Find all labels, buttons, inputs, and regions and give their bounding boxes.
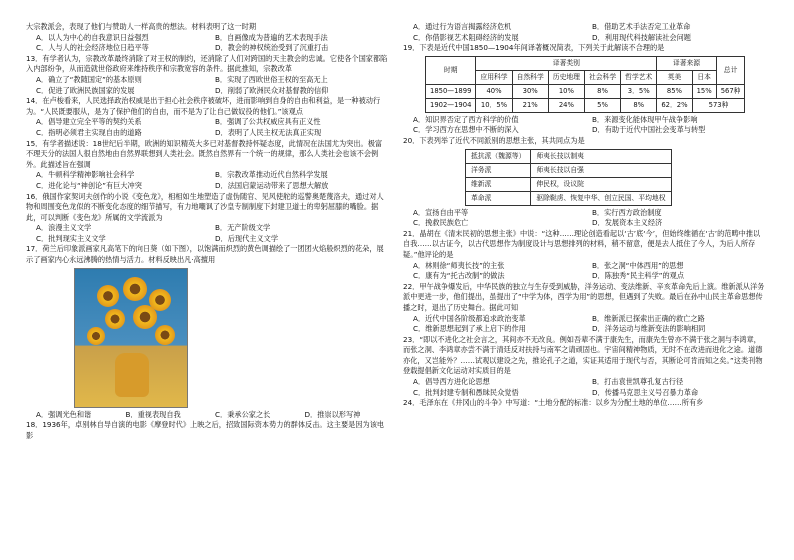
question-15 <box>26 139 388 192</box>
question-stem: 17．荷兰后印象派画家凡高笔下的向日葵（如下图），以饱满而炽烈的黄色调描绘了一团团火焰般炽烈的花朵，展示了画家内心永远沸腾的热情与活力。材料反映出凡·高擅用 <box>26 244 384 265</box>
table-cell: 8% <box>584 84 620 98</box>
table-subheader: 应用科学 <box>476 70 512 84</box>
table-cell: 62．2% <box>657 98 692 112</box>
table-row <box>466 191 672 205</box>
question-17 <box>26 244 388 420</box>
option-b[interactable]: B．打击袁世凯尊孔复古行径 <box>592 377 684 387</box>
vase-shape <box>115 353 149 397</box>
sunflowers-painting-image <box>74 268 188 408</box>
option-c[interactable]: C．秉承公家之长 <box>215 409 271 419</box>
table-cell: 洋务派 <box>466 163 531 177</box>
question-stem: 22．甲午战争爆发后，中华民族的独立与生存受到威胁，洋务运动、变法维新、辛亥革命先后上演。维新派从洋务派中更进一步，他们提出，虽提出了“中学为体，西学为用”的思想，但遇到了失败。最后在孙中山民主革命思想传播之时，退出了历史舞台。据此可知 <box>403 281 765 312</box>
option-b[interactable]: B．实现了西欧世俗王权的至高无上 <box>215 74 328 84</box>
sunflower-shape <box>133 305 157 329</box>
table-cell: 573种 <box>692 98 745 112</box>
option-c[interactable]: C．人与人的社会经济地位日趋平等 <box>36 43 149 53</box>
table-subheader: 历史地理 <box>548 70 584 84</box>
question-20 <box>403 136 765 229</box>
option-d[interactable]: D．表明了人民主权无法真正实现 <box>215 127 322 137</box>
table-cell: 21% <box>512 98 548 112</box>
option-c[interactable]: C．挽救民族危亡 <box>413 218 469 228</box>
table-cell: 维新派 <box>466 177 531 191</box>
sunflower-shape <box>123 277 147 301</box>
option-a[interactable]: A．确立了“教随国定”的基本原则 <box>36 74 142 84</box>
table-cell: 85% <box>657 84 692 98</box>
question-stem: 13．有学者认为，宗教改革最终消除了对王权的制约，还消除了人们对跨国的天主教会的忠诚。它使各个国家都陷入内部纷争，从而造就世俗政府来维持秩序和宗教宽容的条件。据此推知，宗教改革 <box>26 53 388 74</box>
question-12-continued <box>26 22 388 54</box>
option-c[interactable]: C．批判现实主义文学 <box>36 233 106 243</box>
table-subheader: 自然科学 <box>512 70 548 84</box>
option-a[interactable]: A．倡导建立完全平等的契约关系 <box>36 117 142 127</box>
option-c[interactable]: C．进化论与“神创论”有巨大冲突 <box>36 180 142 190</box>
question-stem: 16．俄国作家契诃夫创作的小说《变色龙》，相相如生地塑造了虚伪随官、见风使舵的巡警奥楚蔑洛夫，通过对人物和周围变色龙似的不断变化态度的细节描写，有力地嘲讽了沙皇专制制度下封建卫道士的卑躬屈膝的嘴脸。据此，可以判断《变色龙》所属的文学流派为 <box>26 191 384 222</box>
option-a[interactable]: A．宣扬自由平等 <box>413 207 469 217</box>
option-b[interactable]: B．宗教改革推动近代自然科学发展 <box>215 170 328 180</box>
option-d[interactable]: D．教会的神权统治受到了沉重打击 <box>215 43 329 53</box>
table-cell: 师夷长技以制夷 <box>531 149 671 163</box>
table-cell: 10% <box>548 84 584 98</box>
table-subheader: 社会科学 <box>584 70 620 84</box>
option-b[interactable]: B．重视表现自我 <box>125 409 181 419</box>
sunflower-shape <box>155 325 175 345</box>
option-b[interactable]: B．张之洞“中体西用”的思想 <box>592 260 684 270</box>
question-stem: 14．在卢梭看来，人民选择政治权威是出于担心社会秩序被破坏，进而影响到自身的自由和利益，是一种被动行为。“人民既要服从，是为了保护他们的自由，而不是为了让自己做奴役的他们。”该观点 <box>26 96 381 116</box>
option-a[interactable]: A．浪漫主义文学 <box>36 223 92 233</box>
option-a[interactable]: A．牛顿科学精神影响社会科学 <box>36 170 135 180</box>
table-cell: 24% <box>548 98 584 112</box>
table-cell: 师夷长技以自强 <box>531 163 671 177</box>
option-c[interactable]: C．指明必须君主实现自由的道路 <box>36 127 142 137</box>
table-header: 时期 <box>426 56 476 84</box>
table-cell: 5% <box>584 98 620 112</box>
sunflower-shape <box>87 327 105 345</box>
option-a[interactable]: A．林则徐“师夷长技”的主张 <box>413 260 505 270</box>
option-c[interactable]: C．康有为“托古改制”的做法 <box>413 271 505 281</box>
table-subheader: 哲学艺术 <box>621 70 657 84</box>
table-cell: 15% <box>692 84 716 98</box>
question-23 <box>403 335 765 399</box>
translation-stats-table <box>425 56 745 113</box>
option-a[interactable]: A．以人为中心的自我意识日益强烈 <box>36 32 149 42</box>
question-stem: 20．下表列举了近代不同派别的思想主张，其共同点为是 <box>403 135 585 145</box>
table-subheader: 英美 <box>657 70 692 84</box>
question-13 <box>26 54 388 96</box>
option-c[interactable]: C．批判封建专制和愚昧民众觉悟 <box>413 387 519 397</box>
table-cell: 抵抗派（魏源等） <box>466 149 531 163</box>
option-a[interactable]: A．近代中国各阶级都追求政治变革 <box>413 313 526 323</box>
question-22 <box>403 282 765 335</box>
option-d[interactable]: D．发展资本主义经济 <box>592 218 663 228</box>
table-cell: 40% <box>476 84 512 98</box>
option-a[interactable]: A．通过行为语言揭露经济危机 <box>413 22 512 31</box>
option-b[interactable]: B．借助艺术手法否定工业革命 <box>592 22 691 31</box>
table-header: 译著来源 <box>657 56 716 70</box>
table-header: 译著类别 <box>476 56 657 70</box>
option-b[interactable]: B．无产阶级文学 <box>215 223 271 233</box>
option-d[interactable]: D．削弱了欧洲民众对基督教的信仰 <box>215 85 329 95</box>
question-stem: 大宗教派会，表现了他们与赞助人一样高贵的想法。材料表明了这一时期 <box>26 22 257 31</box>
right-column <box>403 22 765 409</box>
question-stem: 15．有学者描述说：18世纪后半期，欧洲的知识精英大多已对基督教持怀疑态度，此情况在法国尤为突出。极富不理天分的法国人很自然地由自然界联想到人类社会。既然自然界有一个统一的规律，那么人类社会也该不会例外。此描述旨在强调 <box>26 138 383 169</box>
question-19 <box>403 43 765 136</box>
table-row <box>426 98 745 112</box>
question-stem: 21．晶胡在《清末民初的思想主张》中说：“这种……理论创造看起以‘古’底‘今’，但始终维循在‘古’的范畴中推以自我……以古证今，以古代思想作为制度设计与思想排列的材料，稍不留意，便是去人抵住了今人，为后人所存疑。”他评论的是 <box>403 228 761 259</box>
table-row <box>466 149 672 163</box>
option-b[interactable]: B．强调了公共权威应具有正义性 <box>215 117 321 127</box>
question-16 <box>26 192 388 245</box>
table-cell: 567种 <box>716 84 745 98</box>
question-21 <box>403 229 765 282</box>
table-cell: 3．5% <box>621 84 657 98</box>
option-c[interactable]: C．促进了欧洲民族国家的发展 <box>36 85 135 95</box>
question-stem: 23．“即以不进化之社会言之，其间亦不无改良。例如吾辈不满于康先生，而康先生曾亦不满于张之洞与李鸿章，而张之洞、李鸿章亦尝不满于清廷反对扶持与南军之请顽固也。宇宙间精神物质，无时不在改进而进化之途。道德亦化，又岂能外？……试观以建设之先，推论孔子之道，实证其适用于现代与否，其断论可肯而知之矣。”这类刊物登载提倡新文化运动对实质目的是 <box>403 334 763 376</box>
table-cell: 1850—1899 <box>426 84 476 98</box>
table-cell: 8% <box>621 98 657 112</box>
table-cell: 伸民权，设议院 <box>531 177 671 191</box>
option-a[interactable]: A．强调光色和谐 <box>36 409 92 419</box>
option-d[interactable]: D．后现代主义文学 <box>215 233 279 243</box>
option-a[interactable]: A．倡导西方进化论思想 <box>413 377 490 387</box>
question-24 <box>403 398 765 409</box>
option-c[interactable]: C．你借影视艺术阻碍经济的发展 <box>413 32 519 42</box>
sunflower-shape <box>105 309 125 329</box>
option-d[interactable]: D．陈独秀“民主科学”的观点 <box>592 271 685 281</box>
option-c[interactable]: C．学习西方在思想中不断的深入 <box>413 125 519 135</box>
option-d[interactable]: D．推崇以形写神 <box>304 409 361 419</box>
table-cell: 革命派 <box>466 191 531 205</box>
question-14 <box>26 96 388 138</box>
table-cell: 30% <box>512 84 548 98</box>
option-d[interactable]: D．传播马克思主义号召暴力革命 <box>592 387 699 397</box>
option-b[interactable]: B．自画像成为普遍的艺术表现手法 <box>215 32 328 42</box>
option-d[interactable]: D．法国启蒙运动带来了思想大解放 <box>215 180 329 190</box>
left-column <box>26 22 388 441</box>
question-stem: 19．下表是近代中国1850—1904年间译著概况简表，下列关于此解读不合理的是 <box>403 43 665 53</box>
table-subheader: 日本 <box>692 70 716 84</box>
question-stem: 18．1936年，卓别林自导自演的电影《摩登时代》上映之后，招致国际资本势力的群体反击。这主要是因为该电影 <box>26 420 385 440</box>
table-header: 总计 <box>716 56 745 84</box>
option-b[interactable]: B．维新派已探索出正确的救亡之路 <box>592 313 705 323</box>
sunflower-shape <box>97 285 119 307</box>
table-cell: 10．5% <box>476 98 512 112</box>
table-row <box>466 163 672 177</box>
table-cell: 驱除鞑虏、恢复中华、创立民国、平均地权 <box>531 191 671 205</box>
option-d[interactable]: D．洋务运动与维新变法的影响相同 <box>592 324 706 334</box>
question-18 <box>26 420 388 441</box>
option-b[interactable]: B．来源变化能体现甲午战争影响 <box>592 114 698 124</box>
option-a[interactable]: A．知识界否定了西方科学的价值 <box>413 114 519 124</box>
schools-of-thought-table <box>465 149 672 206</box>
table-row <box>466 177 672 191</box>
option-c[interactable]: C．维新思想起到了承上启下的作用 <box>413 324 526 334</box>
table-row <box>426 84 745 98</box>
table-cell: 1902—1904 <box>426 98 476 112</box>
option-b[interactable]: B．实行西方政治制度 <box>592 207 662 217</box>
option-d[interactable]: D．有助于近代中国社会变革与转型 <box>592 125 706 135</box>
option-d[interactable]: D．利用现代科技解读社会问题 <box>592 32 691 42</box>
question-18-options <box>403 22 765 43</box>
question-stem: 24．毛泽东在《井冈山的斗争》中写道：“土地分配的标准：以乡为分配土地的单位……所有乡 <box>403 398 704 408</box>
